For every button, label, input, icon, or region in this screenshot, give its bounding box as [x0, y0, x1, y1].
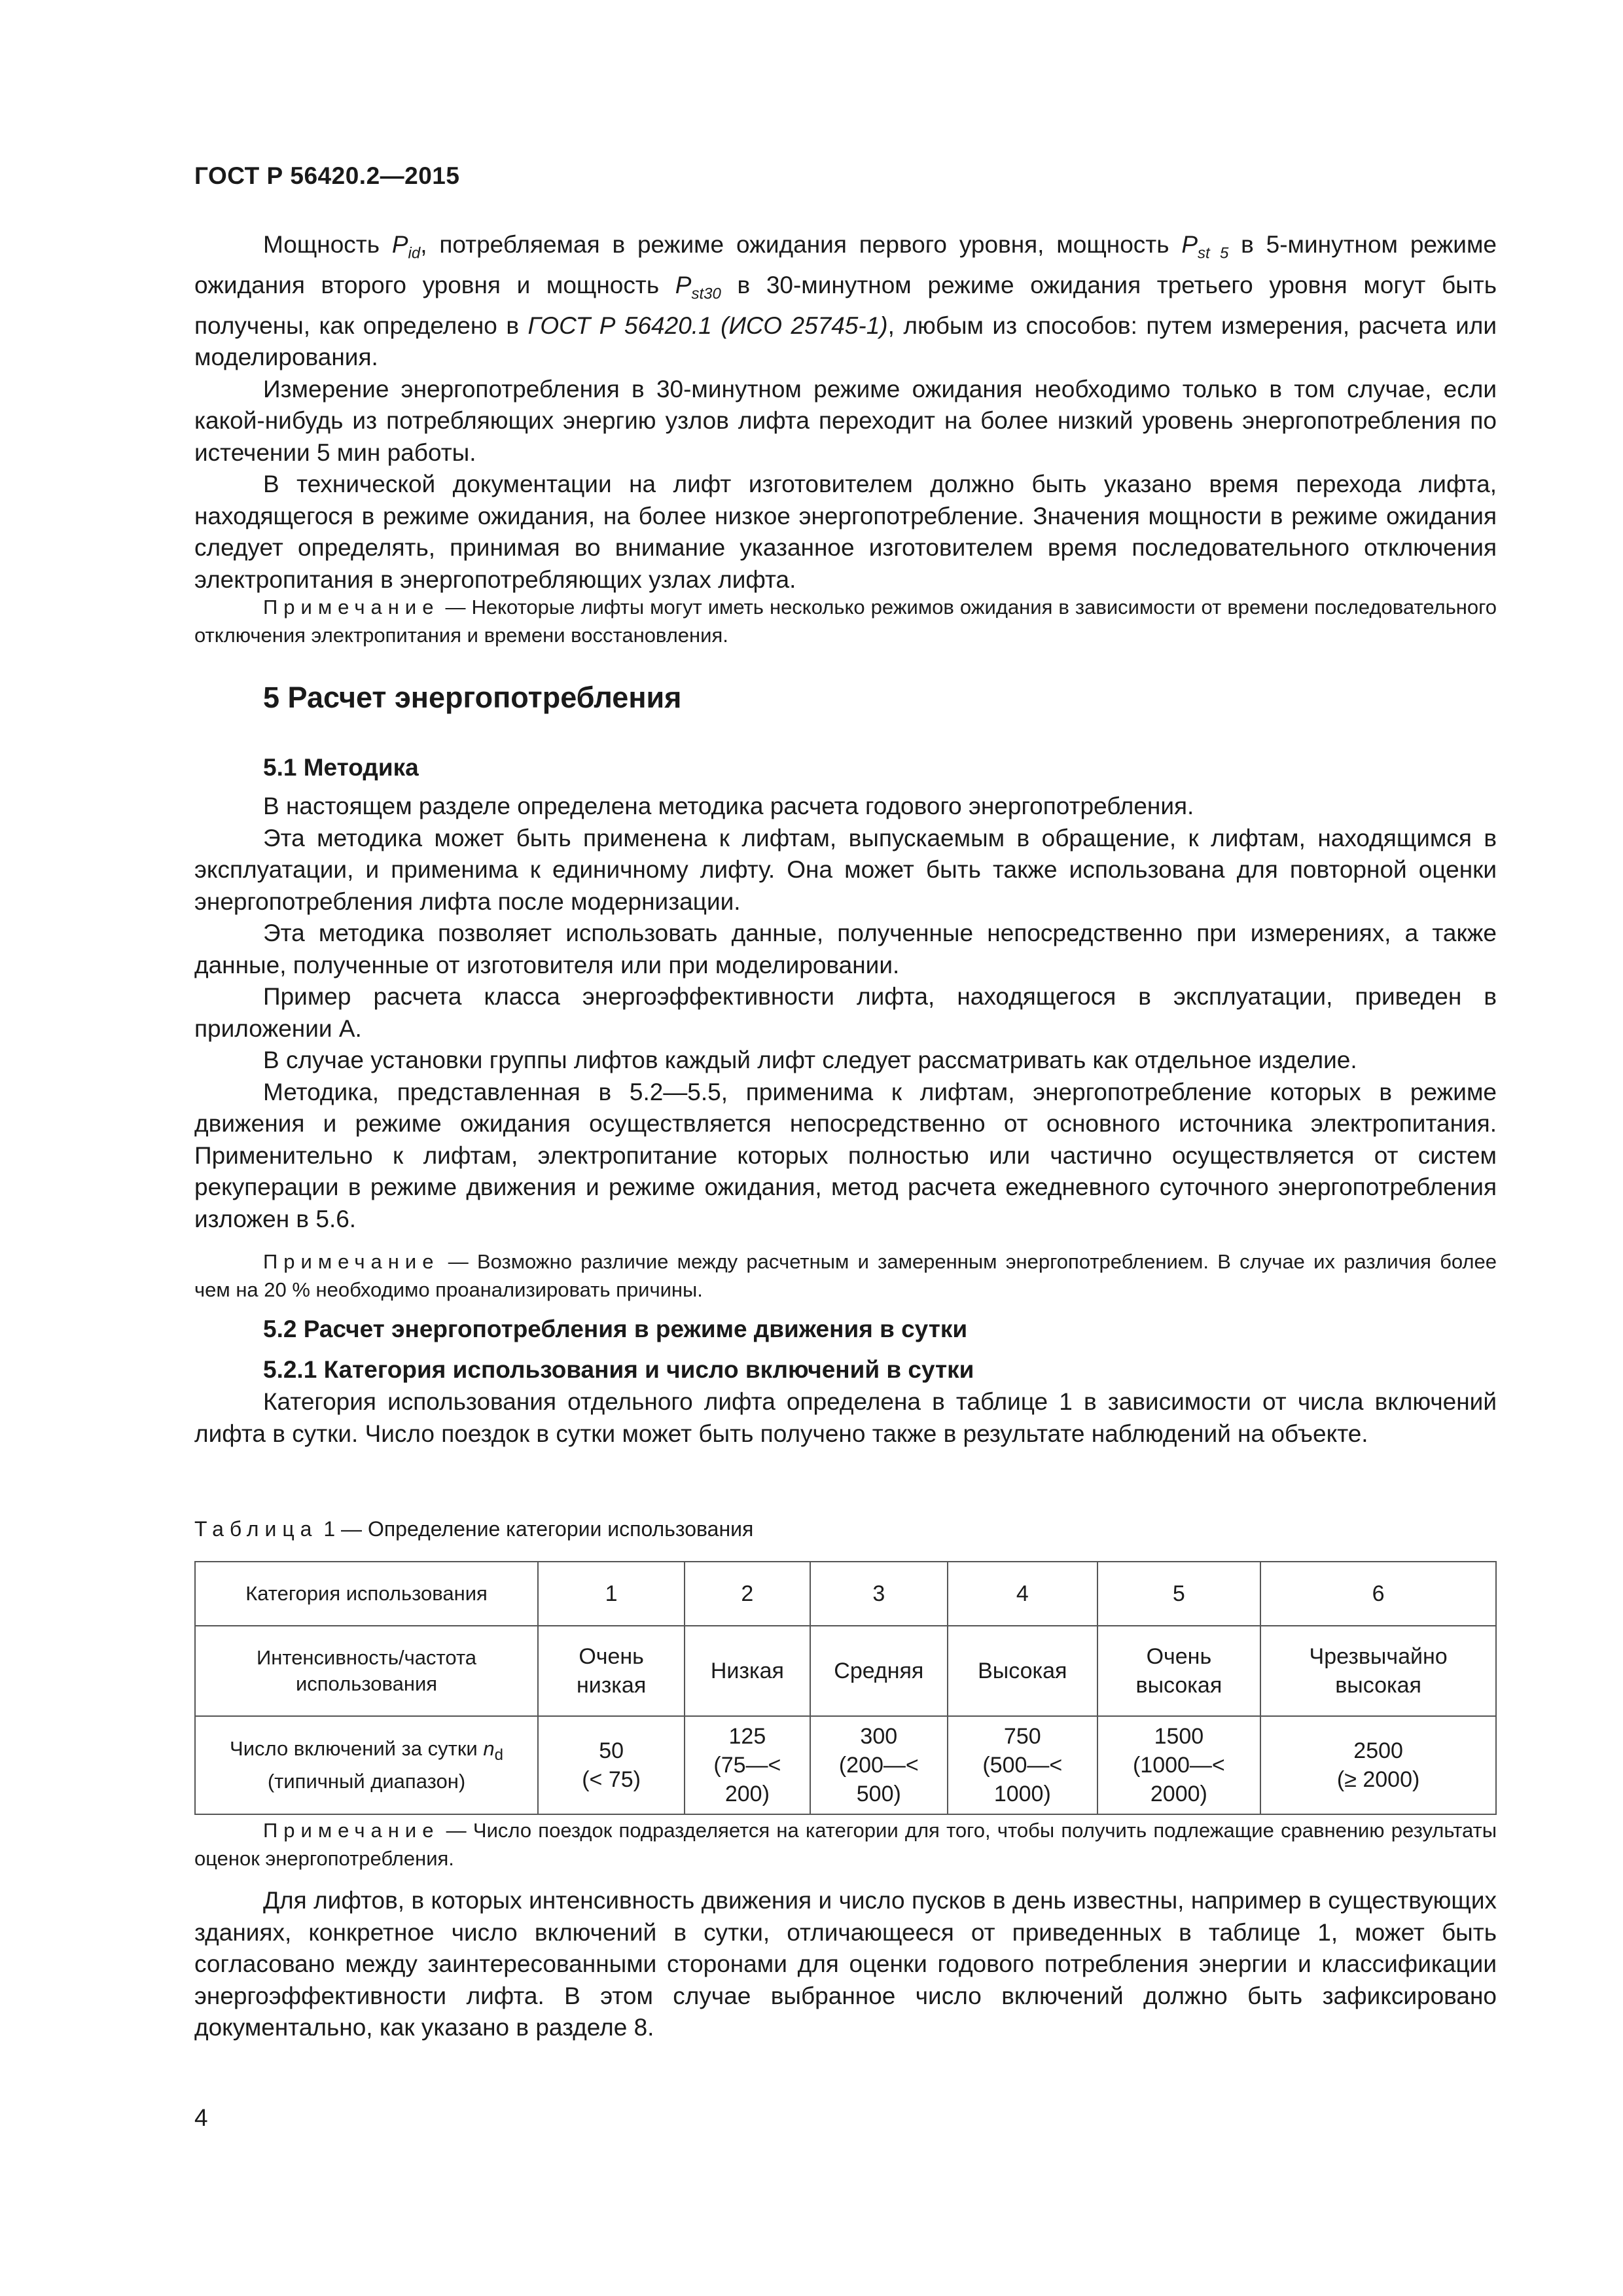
note-1: Примечание — Некоторые лифты могут иметь несколько режимов ожидания в зависимости от времени последовательного отключения электропитания и времени восстановления.	[194, 596, 1497, 647]
section-5-2-title: 5.2 Расчет энергопотребления в режиме движения в сутки	[263, 1316, 968, 1342]
paragraph: Методика, представленная в 5.2—5.5, применима к лифтам, энергопотребление которых в режиме движения и режиме ожидания осуществляется непосредственно от основного источника электропитания. Применительно к лифтам, электропитание которых полностью или частично осуществляется от систем рекуперации в режиме движения и режиме ожидания, метод расчета ежедневного суточного энергопотребления изложен в 5.6.	[194, 1078, 1497, 1232]
paragraph: В случае установки группы лифтов каждый лифт следует рассматривать как отдельное изделие.	[263, 1047, 1357, 1073]
table-cell: Чрезвычайно высокая	[1260, 1626, 1496, 1716]
table-cell: Очень высокая	[1097, 1626, 1261, 1716]
intro-paragraph-2: Измерение энергопотребления в 30-минутном режиме ожидания необходимо только в том случае, если какой-нибудь из потребляющих энергию узлов лифта переходит на более низкий уровень энергопотребления по истечении 5 мин работы.	[194, 375, 1497, 466]
table-cell: 2	[685, 1562, 810, 1626]
table-cell: 6	[1260, 1562, 1496, 1626]
paragraph: Эта методика позволяет использовать данные, полученные непосредственно при измерениях, а также данные, полученные от изготовителя или при моделировании.	[194, 920, 1497, 978]
table-row	[195, 1562, 1496, 1626]
final-paragraph-block	[194, 1885, 1497, 2044]
row-header: Категория использования	[195, 1562, 538, 1626]
table-cell: 50 (< 75)	[538, 1716, 685, 1814]
document-header: ГОСТ Р 56420.2—2015	[194, 162, 460, 189]
paragraph: Категория использования отдельного лифта определена в таблице 1 в зависимости от числа включений лифта в сутки. Число поездок в сутки может быть получено также в результате наблюдений на объекте.	[194, 1388, 1497, 1447]
table-cell: Очень низкая	[538, 1626, 685, 1716]
table-cell: Средняя	[810, 1626, 948, 1716]
table-cell: 4	[948, 1562, 1097, 1626]
paragraph: В настоящем разделе определена методика расчета годового энергопотребления.	[263, 793, 1194, 819]
table-row	[195, 1716, 1496, 1814]
table-1-usage-categories	[194, 1561, 1497, 1815]
intro-paragraph-1: Мощность $P_{id}$, потребляемая в режиме ожидания первого уровня, мощность $P_{st 5}$ в 5-минутном режиме ожидания второго уровня и мощность $P_{st30}$ в 30-минутном режиме ожидания третьего уровня могут быть получены, как определено в ГОСТ Р 56420.1 (ИСО 25745-1), любым из способов: путем измерения, расчета или моделирования.	[194, 231, 1497, 371]
section-5-2-1-body	[194, 1386, 1497, 1450]
note-3: Примечание — Число поездок подразделяется на категории для того, чтобы получить подлежащие сравнению результаты оценок энергопотребления.	[194, 1819, 1497, 1870]
table-cell: Высокая	[948, 1626, 1097, 1716]
row-header: Число включений за сутки $n_d$ (типичный диапазон)	[195, 1716, 538, 1814]
table-cell: 3	[810, 1562, 948, 1626]
standard-reference: ГОСТ Р 56420.1 (ИСО 25745-1)	[527, 312, 888, 339]
table-1-caption: Таблица 1 — Определение категории использования	[194, 1517, 754, 1541]
table-cell: 125 (75—< 200)	[685, 1716, 810, 1814]
section-5-title: 5 Расчет энергопотребления	[263, 681, 682, 714]
table-cell: 1500 (1000—< 2000)	[1097, 1716, 1261, 1814]
note-label: Примечание	[263, 1250, 440, 1273]
paragraph: Эта методика может быть применена к лифтам, выпускаемым в обращение, к лифтам, находящимся в эксплуатации, и применима к единичному лифту. Она может быть также использована для повторной оценки энергопотребления лифта после модернизации.	[194, 824, 1497, 915]
note-label: Примечание	[263, 1819, 440, 1842]
table-cell: 2500 (≥ 2000)	[1260, 1716, 1496, 1814]
note-label: Примечание	[263, 596, 440, 619]
table-cell: 5	[1097, 1562, 1261, 1626]
table-row	[195, 1626, 1496, 1716]
table-cell: Низкая	[685, 1626, 810, 1716]
table-cell: 300 (200—< 500)	[810, 1716, 948, 1814]
intro-paragraph-3: В технической документации на лифт изготовителем должно быть указано время перехода лифта, находящегося в режиме ожидания, на более низкое энергопотребление. Значения мощности в режиме ожидания следует определять, принимая во внимание указанное изготовителем время последовательного отключения электропитания в энергопотребляющих узлах лифта.	[194, 471, 1497, 593]
table-cell: 1	[538, 1562, 685, 1626]
intro-section	[194, 229, 1497, 596]
note-2: Примечание — Возможно различие между расчетным и замеренным энергопотреблением. В случае их различия более чем на 20 % необходимо проанализировать причины.	[194, 1250, 1497, 1301]
table-cell: 750 (500—< 1000)	[948, 1716, 1097, 1814]
row-header: Интенсивность/частота использования	[195, 1626, 538, 1716]
paragraph: Для лифтов, в которых интенсивность движения и число пусков в день известны, например в существующих зданиях, конкретное число включений в сутки, отличающееся от приведенных в таблице 1, может быть согласовано между заинтересованными сторонами для оценки годового потребления энергии и классификации энергоэффективности лифта. В этом случае выбранное число включений должно быть зафиксировано документально, как указано в разделе 8.	[194, 1887, 1497, 2041]
section-5-2-1-title: 5.2.1 Категория использования и число включений в сутки	[263, 1356, 974, 1383]
paragraph: Пример расчета класса энергоэффективности лифта, находящегося в эксплуатации, приведен в приложении А.	[194, 983, 1497, 1042]
section-5-1-body	[194, 791, 1497, 1235]
section-5-1-title: 5.1 Методика	[263, 754, 419, 781]
page-number: 4	[194, 2104, 208, 2131]
